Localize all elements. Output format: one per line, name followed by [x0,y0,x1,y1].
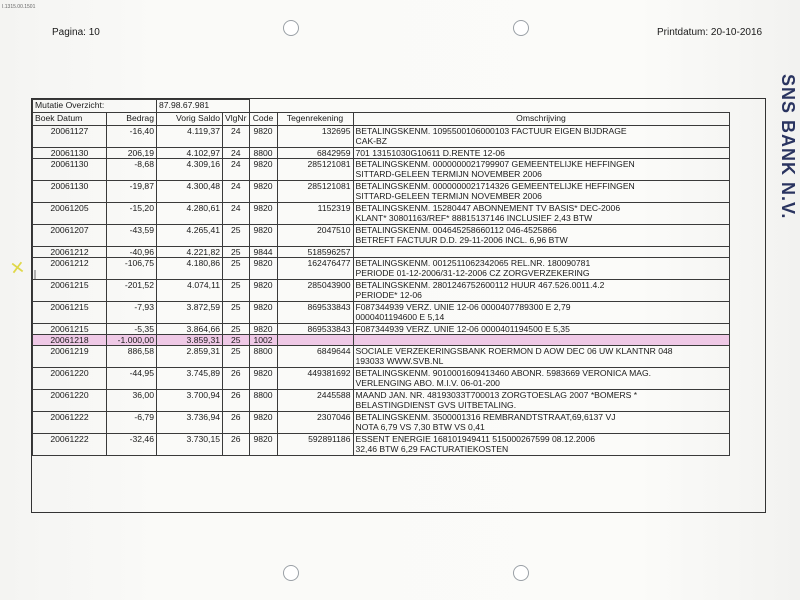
description-line: CAK-BZ [355,136,388,146]
statement-frame [31,98,766,513]
cell-date: 20061212 [33,247,107,258]
description-line: BETALINGSKENM. 9010001609413460 ABONR. 5983669 VERONICA MAG. [355,368,652,378]
table-row [33,148,730,159]
column-header-prev-balance: Vorig Saldo [157,113,223,126]
cell-counter-account: 6849644 [277,346,353,368]
description-line: BETALINGSKENM. 2801246752600112 HUUR 467.526.0011.4.2 [355,280,605,290]
cell-counter-account: 132695 [277,126,353,148]
table-row-highlighted [33,335,730,346]
cell-seq: 24 [223,203,250,225]
description-line: PERIODE* 12-06 [355,290,422,300]
cell-code: 9844 [249,247,277,258]
description-line: BETALINGSKENM. 3500001316 REMBRANDTSTRAAT,69,6137 VJ [355,412,616,422]
column-header-counter-account: Tegenrekening [277,113,353,126]
cell-description [353,225,729,247]
cell-seq: 26 [223,390,250,412]
description-line: F087344939 VERZ. UNIE 12-06 0000401194500 E 5,35 [355,324,570,334]
cell-seq: 26 [223,434,250,456]
description-line: F087344939 VERZ. UNIE 12-06 0000407789300 E 2,79 [355,302,571,312]
cell-prev-balance: 4.074,11 [157,280,223,302]
description-line: VERLENGING ABO. M.I.V. 06-01-200 [355,378,500,388]
cell-seq: 25 [223,258,250,280]
cell-code: 9820 [249,324,277,335]
cell-amount: -15,20 [107,203,157,225]
column-header-date: Boek Datum [33,113,107,126]
cell-seq: 25 [223,324,250,335]
cell-date: 20061212 [33,258,107,280]
column-header-row [33,113,730,126]
cell-amount: -16,40 [107,126,157,148]
table-row [33,346,730,368]
cell-description [353,368,729,390]
table-row [33,324,730,335]
cell-prev-balance: 4.280,61 [157,203,223,225]
cell-description [353,159,729,181]
cell-date: 20061130 [33,148,107,159]
cell-amount: 886,58 [107,346,157,368]
description-line: BETALINGSKENM. 1095500106000103 FACTUUR EIGEN BIJDRAGE [355,126,627,136]
description-line: SITTARD-GELEEN TERMIJN NOVEMBER 2006 [355,169,542,179]
punch-hole [513,565,529,581]
column-header-seq: VlgNr [223,113,250,126]
cell-date: 20061215 [33,280,107,302]
cell-description [353,324,729,335]
cell-prev-balance: 2.859,31 [157,346,223,368]
cell-seq: 25 [223,247,250,258]
cell-code: 9820 [249,203,277,225]
cell-description [353,390,729,412]
cell-amount: -8,68 [107,159,157,181]
cell-prev-balance: 3.864,66 [157,324,223,335]
cell-date: 20061220 [33,390,107,412]
description-line: NOTA 6,79 VS 7,30 BTW VS 0,41 [355,422,485,432]
cell-seq: 26 [223,368,250,390]
description-line: 32,46 BTW 6,29 FACTURATIEKOSTEN [355,444,509,454]
description-line: MAAND JAN. NR. 48193033T700013 ZORGTOESLAG 2007 *BOMERS * [355,390,638,400]
cell-date: 20061127 [33,126,107,148]
cell-code: 9820 [249,159,277,181]
cell-code: 9820 [249,181,277,203]
cell-prev-balance: 4.265,41 [157,225,223,247]
column-header-code: Code [249,113,277,126]
cell-amount: -44,95 [107,368,157,390]
cell-amount: -6,79 [107,412,157,434]
punch-hole [283,565,299,581]
cell-counter-account [277,335,353,346]
cell-counter-account: 869533843 [277,302,353,324]
cell-code: 9820 [249,126,277,148]
account-number: 87.98.67.981 [157,100,250,113]
description-line: SITTARD-GELEEN TERMIJN NOVEMBER 2006 [355,191,542,201]
cell-code: 8800 [249,346,277,368]
cell-counter-account: 6842959 [277,148,353,159]
cell-date: 20061218 [33,335,107,346]
cell-date: 20061222 [33,412,107,434]
description-line: BELASTINGDIENST GVS UITBETALING. [355,400,517,410]
cell-date: 20061130 [33,181,107,203]
cell-code: 8800 [249,148,277,159]
cell-code: 9820 [249,434,277,456]
scan-id: I.1315.00.1501 [2,4,36,10]
cell-counter-account: 2445588 [277,390,353,412]
cell-description [353,148,729,159]
page-number: Pagina: 10 [52,27,100,38]
description-line: PERIODE 01-12-2006/31-12-2006 CZ ZORGVERZEKERING [355,268,590,278]
description-line: SOCIALE VERZEKERINGSBANK ROERMON D AOW DEC 06 UW KLANTNR 048 [355,346,673,356]
cell-counter-account: 285043900 [277,280,353,302]
cell-description [353,280,729,302]
mutation-table [32,99,730,456]
cell-prev-balance: 4.119,37 [157,126,223,148]
table-title: Mutatie Overzicht: [33,100,157,113]
cell-amount: -5,35 [107,324,157,335]
table-row [33,412,730,434]
cell-seq: 24 [223,159,250,181]
table-row [33,247,730,258]
description-line: ESSENT ENERGIE 168101949411 515000267599 08.12.2006 [355,434,596,444]
punch-hole [513,20,529,36]
cell-counter-account: 162476477 [277,258,353,280]
highlighter-x-mark: ✕ [8,257,27,280]
cell-description [353,434,729,456]
print-date: Printdatum: 20-10-2016 [657,27,763,38]
cell-date: 20061215 [33,302,107,324]
cell-amount: -40,96 [107,247,157,258]
cell-prev-balance: 3.872,59 [157,302,223,324]
description-line: 701 13151030G10611 D.RENTE 12-06 [355,148,505,158]
cell-amount: -43,59 [107,225,157,247]
table-row [33,390,730,412]
cell-seq: 25 [223,335,250,346]
cell-amount: -19,87 [107,181,157,203]
cell-code: 9820 [249,302,277,324]
cell-description [353,203,729,225]
cell-amount: 206,19 [107,148,157,159]
cell-date: 20061222 [33,434,107,456]
cell-counter-account: 285121081 [277,159,353,181]
cell-date: 20061215 [33,324,107,335]
cell-seq: 25 [223,225,250,247]
cell-date: 20061130 [33,159,107,181]
cell-prev-balance: 3.745,89 [157,368,223,390]
cell-counter-account: 2307046 [277,412,353,434]
cell-counter-account: 1152319 [277,203,353,225]
cell-date: 20061219 [33,346,107,368]
punch-hole [283,20,299,36]
cell-code: 9820 [249,280,277,302]
description-line: BETALINGSKENM. 0012511062342065 REL.NR. 180090781 [355,258,591,268]
cell-counter-account: 518596257 [277,247,353,258]
transaction-rows [33,126,730,456]
cell-date: 20061207 [33,225,107,247]
cell-amount: 36,00 [107,390,157,412]
description-line: BETALINGSKENM. 0000000021714326 GEMEENTELIJKE HEFFINGEN [355,181,635,191]
cell-amount: -1.000,00 [107,335,157,346]
description-line: 193033 WWW.SVB.NL [355,356,444,366]
cell-seq: 26 [223,412,250,434]
table-row [33,368,730,390]
cell-description [353,346,729,368]
cell-seq: 24 [223,126,250,148]
cell-prev-balance: 4.309,16 [157,159,223,181]
cell-code: 9820 [249,368,277,390]
table-row [33,203,730,225]
cell-description [353,181,729,203]
table-row [33,302,730,324]
table-title-row [33,100,730,113]
table-row [33,181,730,203]
table-row [33,126,730,148]
cell-code: 8800 [249,390,277,412]
cell-description [353,247,729,258]
column-header-description: Omschrijving [353,113,729,126]
table-row [33,280,730,302]
cell-description [353,302,729,324]
cell-prev-balance: 3.736,94 [157,412,223,434]
table-row [33,159,730,181]
cell-prev-balance: 4.221,82 [157,247,223,258]
description-line: BETALINGSKENM. 15280447 ABONNEMENT TV BASIS* DEC-2006 [355,203,621,213]
cell-prev-balance: 3.730,15 [157,434,223,456]
cell-prev-balance: 3.859,31 [157,335,223,346]
cell-code: 9820 [249,225,277,247]
cell-description [353,335,729,346]
description-line: 0000401194600 E 5,14 [355,312,445,322]
cell-prev-balance: 4.102,97 [157,148,223,159]
cell-counter-account: 869533843 [277,324,353,335]
cell-date: 20061220 [33,368,107,390]
cell-prev-balance: 3.700,94 [157,390,223,412]
cell-description [353,412,729,434]
table-row [33,434,730,456]
cell-description [353,126,729,148]
description-line: BETALINGSKENM. 004645258660112 046-4525866 [355,225,557,235]
cell-seq: 25 [223,302,250,324]
cell-date: 20061205 [33,203,107,225]
table-row [33,225,730,247]
cell-prev-balance: 4.300,48 [157,181,223,203]
cell-seq: 24 [223,181,250,203]
description-line: KLANT* 30801163/REF* 88815137146 INCLUSIEF 2,43 BTW [355,213,593,223]
cell-code: 9820 [249,412,277,434]
cell-amount: -106,75 [107,258,157,280]
table-row [33,258,730,280]
column-header-amount: Bedrag [107,113,157,126]
cell-counter-account: 449381692 [277,368,353,390]
cell-code: 1002 [249,335,277,346]
bank-logo: SNS BANK N.V. [778,74,798,220]
cell-description [353,258,729,280]
cell-counter-account: 285121081 [277,181,353,203]
cell-seq: 25 [223,280,250,302]
description-line: BETALINGSKENM. 0000000021799907 GEMEENTELIJKE HEFFINGEN [355,159,635,169]
cell-seq: 25 [223,346,250,368]
cell-amount: -7,93 [107,302,157,324]
cell-amount: -201,52 [107,280,157,302]
description-line: BETREFT FACTUUR D.D. 29-11-2006 INCL. 6,96 BTW [355,235,568,245]
cell-counter-account: 592891186 [277,434,353,456]
cell-code: 9820 [249,258,277,280]
cell-amount: -32,46 [107,434,157,456]
cell-prev-balance: 4.180,86 [157,258,223,280]
cell-seq: 24 [223,148,250,159]
cell-counter-account: 2047510 [277,225,353,247]
